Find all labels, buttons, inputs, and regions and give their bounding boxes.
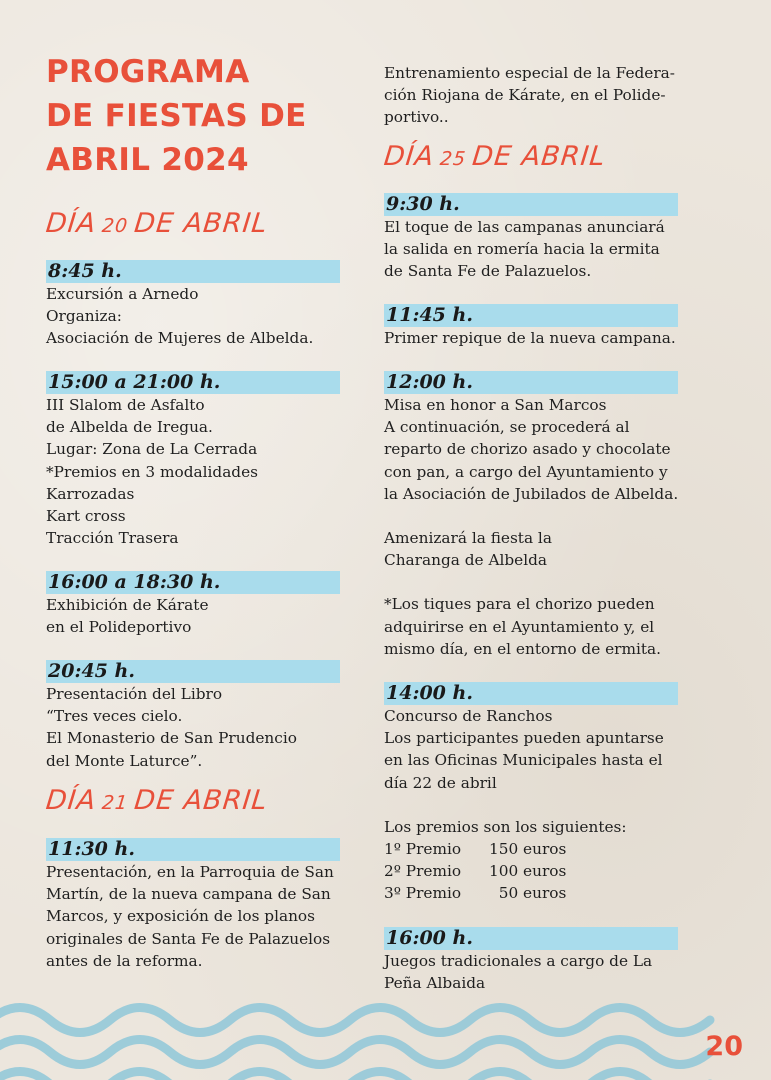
- event-line: con pan, a cargo del Ayuntamiento y: [384, 462, 668, 481]
- event-line: Presentación, en la Parroquia de San: [46, 863, 334, 881]
- event-line: Concurso de Ranchos: [384, 707, 553, 725]
- event-time: 14:00 h.: [384, 682, 678, 705]
- event-line: El toque de las campanas anunciará: [384, 218, 665, 236]
- event-entry: [384, 927, 678, 994]
- event-line: Presentación del Libro: [46, 685, 223, 703]
- event-entry: [46, 571, 340, 638]
- prize-amount: 150 euros: [489, 840, 567, 859]
- event-line: Asociación de Mujeres de Albelda.: [46, 329, 314, 348]
- decorative-waves: [0, 990, 771, 1080]
- prize-row: [384, 838, 678, 860]
- event-line: El Monasterio de San Prudencio: [46, 729, 297, 748]
- day-word: DÍA: [44, 208, 98, 239]
- event-time: 11:45 h.: [384, 304, 678, 327]
- event-line: adquirirse en el Ayuntamiento y, el: [384, 617, 655, 636]
- event-line: *Premios en 3 modalidades: [46, 462, 259, 481]
- event-line: Kart cross: [46, 507, 126, 526]
- day-month: DE ABRIL: [470, 141, 608, 172]
- day-month: DE ABRIL: [132, 785, 270, 816]
- prize-amount: 50 euros: [489, 884, 567, 903]
- day-heading-25: [382, 141, 607, 172]
- event-entry: [384, 682, 678, 905]
- event-line: Entrenamiento especial de la Federa-: [384, 64, 675, 82]
- event-line: *Los tiques para el chorizo pueden: [384, 595, 655, 614]
- event-entry: [46, 371, 340, 549]
- prize-name: 1º Premio: [384, 840, 462, 859]
- event-line: Tracción Trasera: [46, 529, 179, 548]
- event-line: Exhibición de Kárate: [46, 596, 209, 614]
- event-time: 16:00 a 18:30 h.: [46, 571, 340, 594]
- day-number: 21: [100, 792, 130, 814]
- event-entry: [384, 304, 678, 349]
- event-line: Los participantes pueden apuntarse: [384, 729, 664, 748]
- event-line: Lugar: Zona de La Cerrada: [46, 440, 258, 459]
- event-time: 16:00 h.: [384, 927, 678, 950]
- day-heading-20: [44, 208, 269, 239]
- event-line: Excursión a Arnedo: [46, 285, 199, 303]
- event-line: antes de la reforma.: [46, 951, 203, 970]
- event-continuation: [384, 62, 675, 129]
- event-entry: [46, 838, 340, 972]
- page-number: 20: [705, 1031, 743, 1062]
- event-line: “Tres veces cielo.: [46, 707, 183, 726]
- title-line: DE FIESTAS DE: [46, 98, 307, 134]
- event-line: III Slalom de Asfalto: [46, 396, 205, 414]
- day-number: 20: [100, 215, 130, 237]
- day-number: 25: [438, 148, 468, 170]
- title-line: ABRIL 2024: [46, 142, 249, 178]
- event-line: Marcos, y exposición de los planos: [46, 907, 315, 926]
- prize-name: 3º Premio: [384, 884, 462, 903]
- event-entry: [46, 660, 340, 772]
- title-line: PROGRAMA: [46, 54, 250, 90]
- event-line: Misa en honor a San Marcos: [384, 396, 607, 414]
- event-line: ción Riojana de Kárate, en el Polide-: [384, 86, 666, 105]
- event-time: 12:00 h.: [384, 371, 678, 394]
- day-heading-21: [44, 785, 269, 816]
- event-line: día 22 de abril: [384, 773, 497, 792]
- event-line: originales de Santa Fe de Palazuelos: [46, 929, 331, 948]
- event-line: la Asociación de Jubilados de Albelda.: [384, 484, 679, 503]
- event-line: Charanga de Albelda: [384, 551, 548, 570]
- event-line: de Albelda de Iregua.: [46, 418, 213, 437]
- prize-amount: 100 euros: [489, 862, 567, 881]
- event-entry: [384, 193, 678, 283]
- event-line: portivo..: [384, 108, 449, 127]
- event-line: Amenizará la fiesta la: [384, 529, 552, 548]
- event-time: 20:45 h.: [46, 660, 340, 683]
- event-line: la salida en romería hacia la ermita: [384, 240, 660, 259]
- event-line: Karrozadas: [46, 484, 135, 503]
- event-time: 11:30 h.: [46, 838, 340, 861]
- event-line: A continuación, se procederá al: [384, 418, 630, 437]
- event-line: reparto de chorizo asado y chocolate: [384, 440, 671, 459]
- event-line: Organiza:: [46, 307, 122, 326]
- event-line: en las Oficinas Municipales hasta el: [384, 751, 663, 770]
- prize-row: [384, 882, 678, 904]
- day-month: DE ABRIL: [132, 208, 270, 239]
- day-word: DÍA: [382, 141, 436, 172]
- event-time: 8:45 h.: [46, 260, 340, 283]
- event-line: mismo día, en el entorno de ermita.: [384, 639, 662, 658]
- event-entry: [384, 371, 678, 660]
- event-line: de Santa Fe de Palazuelos.: [384, 262, 592, 281]
- event-time: 9:30 h.: [384, 193, 678, 216]
- event-entry: [46, 260, 340, 350]
- page-title: [46, 50, 307, 182]
- day-word: DÍA: [44, 785, 98, 816]
- event-time: 15:00 a 21:00 h.: [46, 371, 340, 394]
- event-line: Primer repique de la nueva campana.: [384, 329, 676, 347]
- event-line: en el Polideportivo: [46, 618, 192, 637]
- event-line: del Monte Laturce”.: [46, 751, 203, 770]
- event-line: Martín, de la nueva campana de San: [46, 885, 331, 904]
- prizes-intro: Los premios son los siguientes:: [384, 817, 627, 836]
- event-line: Peña Albaida: [384, 974, 486, 993]
- prize-row: [384, 860, 678, 882]
- prize-name: 2º Premio: [384, 862, 462, 881]
- event-line: Juegos tradicionales a cargo de La: [384, 952, 653, 970]
